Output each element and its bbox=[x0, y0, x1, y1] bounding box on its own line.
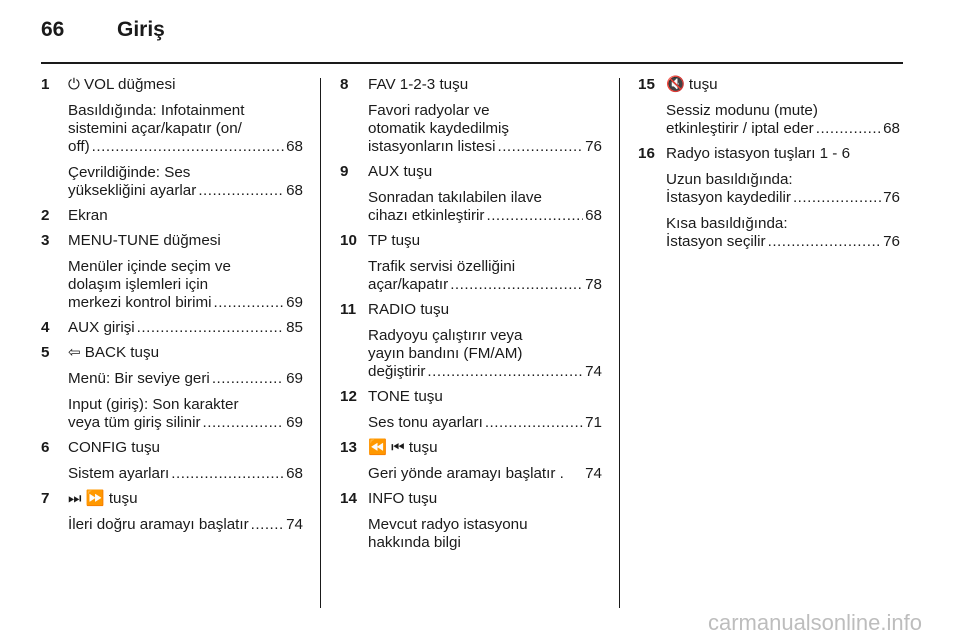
manual-entry bbox=[340, 76, 602, 156]
description-line: Trafik servisi özelliğini bbox=[368, 258, 516, 275]
description-text: açar/kapatır bbox=[368, 276, 449, 293]
description-line bbox=[68, 182, 303, 200]
manual-entry bbox=[340, 439, 602, 483]
description-text: etkinleştirir / iptal eder bbox=[666, 120, 814, 137]
entry-title-line bbox=[368, 163, 602, 181]
page-reference: 85 bbox=[286, 319, 303, 336]
description-text: Geri yönde aramayı başlatır . bbox=[368, 465, 564, 482]
page-reference: 74 bbox=[585, 363, 602, 380]
entry-title: TP tuşu bbox=[368, 232, 421, 249]
manual-entry bbox=[41, 490, 303, 534]
description-text: veya tüm giriş silinir bbox=[68, 414, 201, 431]
column-divider-2 bbox=[619, 78, 620, 608]
entry-number: 13 bbox=[340, 439, 357, 456]
entry-description bbox=[368, 516, 602, 552]
description-line bbox=[68, 370, 303, 388]
manual-entry bbox=[340, 232, 602, 294]
description-line: otomatik kaydedilmiş bbox=[368, 120, 509, 137]
manual-entry bbox=[340, 490, 602, 552]
description-line bbox=[368, 414, 602, 432]
manual-entry bbox=[41, 439, 303, 483]
description-line bbox=[68, 414, 303, 432]
dot-leader bbox=[251, 516, 284, 534]
page-reference: 68 bbox=[286, 182, 303, 199]
entry-description bbox=[666, 215, 900, 251]
manual-entry bbox=[638, 145, 900, 251]
description-text: yüksekliğini ayarlar bbox=[68, 182, 197, 199]
page-reference: 68 bbox=[585, 207, 602, 224]
manual-entry bbox=[41, 207, 303, 225]
entry-title-line bbox=[666, 76, 900, 94]
description-line: hakkında bilgi bbox=[368, 534, 461, 551]
description-text: Ses tonu ayarları bbox=[368, 414, 483, 431]
entry-title-line bbox=[368, 388, 602, 406]
entry-title-line bbox=[68, 207, 303, 225]
dot-leader bbox=[427, 363, 583, 381]
description-line: Radyoyu çalıştırır veya bbox=[368, 327, 523, 344]
dot-leader bbox=[92, 138, 284, 156]
page-reference: 74 bbox=[585, 465, 602, 482]
dot-leader bbox=[793, 189, 881, 207]
entry-title: Ekran bbox=[68, 207, 108, 224]
dot-leader bbox=[198, 182, 284, 200]
description-line bbox=[368, 138, 602, 156]
page-reference: 76 bbox=[585, 138, 602, 155]
description-line: Basıldığında: Infotainment bbox=[68, 102, 245, 119]
page-reference: 69 bbox=[286, 414, 303, 431]
dot-leader bbox=[497, 138, 583, 156]
column-3 bbox=[638, 76, 900, 251]
dot-leader bbox=[768, 233, 881, 251]
description-line: Menüler içinde seçim ve bbox=[68, 258, 231, 275]
description-line: Favori radyolar ve bbox=[368, 102, 490, 119]
description-line bbox=[666, 233, 900, 251]
entry-description bbox=[68, 516, 303, 534]
dot-leader bbox=[212, 370, 284, 388]
entry-title-line bbox=[368, 301, 602, 319]
description-line bbox=[68, 294, 303, 312]
entry-description bbox=[68, 258, 303, 312]
description-line: Sessiz modunu (mute) bbox=[666, 102, 818, 119]
description-line: Mevcut radyo istasyonu bbox=[368, 516, 528, 533]
entry-description bbox=[368, 465, 602, 483]
entry-title: RADIO tuşu bbox=[368, 301, 450, 318]
entry-description bbox=[68, 102, 303, 156]
description-line bbox=[368, 363, 602, 381]
description-text: Menü: Bir seviye geri bbox=[68, 370, 210, 387]
page-reference: 76 bbox=[883, 189, 900, 206]
dot-leader bbox=[137, 319, 284, 337]
description-line bbox=[68, 516, 303, 534]
entry-title-line bbox=[68, 319, 303, 337]
entry-title: INFO tuşu bbox=[368, 490, 438, 507]
dot-leader bbox=[203, 414, 285, 432]
entry-title-line bbox=[368, 439, 602, 457]
entry-number: 6 bbox=[41, 439, 50, 456]
page-reference: 68 bbox=[286, 138, 303, 155]
entry-number: 15 bbox=[638, 76, 655, 93]
entry-description bbox=[68, 465, 303, 483]
entry-number: 7 bbox=[41, 490, 50, 507]
page-reference: 68 bbox=[286, 465, 303, 482]
entry-title: AUX girişi bbox=[68, 319, 135, 336]
entry-title: Radyo istasyon tuşları 1 - 6 bbox=[666, 145, 851, 162]
entry-description bbox=[68, 396, 303, 432]
entry-description bbox=[368, 102, 602, 156]
entry-description bbox=[368, 189, 602, 225]
entry-description bbox=[368, 327, 602, 381]
column-divider-1 bbox=[320, 78, 321, 608]
manual-entry bbox=[638, 76, 900, 138]
manual-entry bbox=[41, 76, 303, 200]
entry-title-line bbox=[68, 232, 303, 250]
entry-number: 14 bbox=[340, 490, 357, 507]
entry-number: 4 bbox=[41, 319, 50, 336]
description-line: Uzun basıldığında: bbox=[666, 171, 793, 188]
page-reference: 69 bbox=[286, 370, 303, 387]
description-line bbox=[368, 465, 602, 483]
description-line: yayın bandını (FM/AM) bbox=[368, 345, 523, 362]
entry-title: BACK tuşu bbox=[84, 344, 160, 361]
dot-leader bbox=[213, 294, 284, 312]
entry-title-line bbox=[68, 439, 303, 457]
entry-title: TONE tuşu bbox=[368, 388, 443, 405]
description-text: değiştirir bbox=[368, 363, 426, 380]
page-number: 66 bbox=[41, 18, 65, 41]
dot-leader bbox=[486, 207, 583, 225]
header-rule bbox=[41, 62, 903, 64]
entry-number: 10 bbox=[340, 232, 357, 249]
entry-title-line bbox=[666, 145, 900, 163]
seek-back-icon: ⏪ ⏮ bbox=[368, 439, 405, 456]
mute-icon: 🔇 bbox=[666, 76, 685, 93]
power-icon: ⏻ bbox=[68, 76, 81, 93]
entry-title-line bbox=[68, 344, 303, 362]
entry-title: tuşu bbox=[108, 490, 138, 507]
back-icon: ⇦ bbox=[68, 344, 81, 361]
dot-leader bbox=[171, 465, 284, 483]
description-text: İstasyon seçilir bbox=[666, 233, 766, 250]
description-text: istasyonların listesi bbox=[368, 138, 496, 155]
entry-description bbox=[68, 164, 303, 200]
entry-title: AUX tuşu bbox=[368, 163, 433, 180]
description-text: İstasyon kaydedilir bbox=[666, 189, 791, 206]
entry-number: 8 bbox=[340, 76, 349, 93]
description-line: Sonradan takılabilen ilave bbox=[368, 189, 542, 206]
entry-description bbox=[666, 171, 900, 207]
entry-title-line bbox=[68, 490, 303, 508]
entry-title-line bbox=[68, 76, 303, 94]
entry-number: 3 bbox=[41, 232, 50, 249]
watermark: carmanualsonline.info bbox=[707, 610, 922, 635]
description-text: cihazı etkinleştirir bbox=[368, 207, 485, 224]
entry-title-line bbox=[368, 490, 602, 508]
column-2 bbox=[340, 76, 602, 552]
description-line bbox=[368, 207, 602, 225]
manual-entry bbox=[41, 232, 303, 312]
description-text: İleri doğru aramayı başlatır bbox=[68, 516, 249, 533]
page-reference: 69 bbox=[286, 294, 303, 311]
entry-title: VOL düğmesi bbox=[84, 76, 176, 93]
description-line bbox=[666, 189, 900, 207]
dot-leader bbox=[450, 276, 583, 294]
page-reference: 68 bbox=[883, 120, 900, 137]
column-1 bbox=[41, 76, 303, 534]
description-line: Input (giriş): Son karakter bbox=[68, 396, 239, 413]
entry-title: tuşu bbox=[408, 439, 438, 456]
entry-number: 2 bbox=[41, 207, 50, 224]
entry-title: FAV 1-2-3 tuşu bbox=[368, 76, 469, 93]
entry-description bbox=[368, 414, 602, 432]
page-title: Giriş bbox=[117, 18, 165, 41]
entry-title: MENU-TUNE düğmesi bbox=[68, 232, 221, 249]
dot-leader bbox=[485, 414, 583, 432]
description-line: Kısa basıldığında: bbox=[666, 215, 788, 232]
description-text: off) bbox=[68, 138, 90, 155]
description-line: dolaşım işlemleri için bbox=[68, 276, 209, 293]
entry-number: 1 bbox=[41, 76, 50, 93]
manual-entry bbox=[340, 163, 602, 225]
entry-number: 11 bbox=[340, 301, 357, 318]
entry-title-line bbox=[368, 232, 602, 250]
entry-number: 16 bbox=[638, 145, 655, 162]
entry-title: tuşu bbox=[688, 76, 718, 93]
manual-entry bbox=[41, 319, 303, 337]
manual-entry bbox=[340, 301, 602, 381]
description-line bbox=[68, 138, 303, 156]
entry-title-line bbox=[368, 76, 602, 94]
page-reference: 76 bbox=[883, 233, 900, 250]
description-line: Çevrildiğinde: Ses bbox=[68, 164, 191, 181]
description-line bbox=[666, 120, 900, 138]
entry-description bbox=[368, 258, 602, 294]
entry-description bbox=[68, 370, 303, 388]
page-reference: 78 bbox=[585, 276, 602, 293]
description-line bbox=[368, 276, 602, 294]
description-line bbox=[68, 465, 303, 483]
description-text: merkezi kontrol birimi bbox=[68, 294, 212, 311]
entry-number: 12 bbox=[340, 388, 357, 405]
dot-leader bbox=[816, 120, 881, 138]
description-text: Sistem ayarları bbox=[68, 465, 170, 482]
description-line: sistemini açar/kapatır (on/ bbox=[68, 120, 242, 137]
seek-forward-icon: ⏭ ⏩ bbox=[68, 490, 105, 507]
page-reference: 71 bbox=[585, 414, 602, 431]
entry-description bbox=[666, 102, 900, 138]
manual-entry bbox=[340, 388, 602, 432]
entry-title: CONFIG tuşu bbox=[68, 439, 160, 456]
entry-number: 9 bbox=[340, 163, 349, 180]
entry-number: 5 bbox=[41, 344, 50, 361]
page-reference: 74 bbox=[286, 516, 303, 533]
manual-entry bbox=[41, 344, 303, 432]
